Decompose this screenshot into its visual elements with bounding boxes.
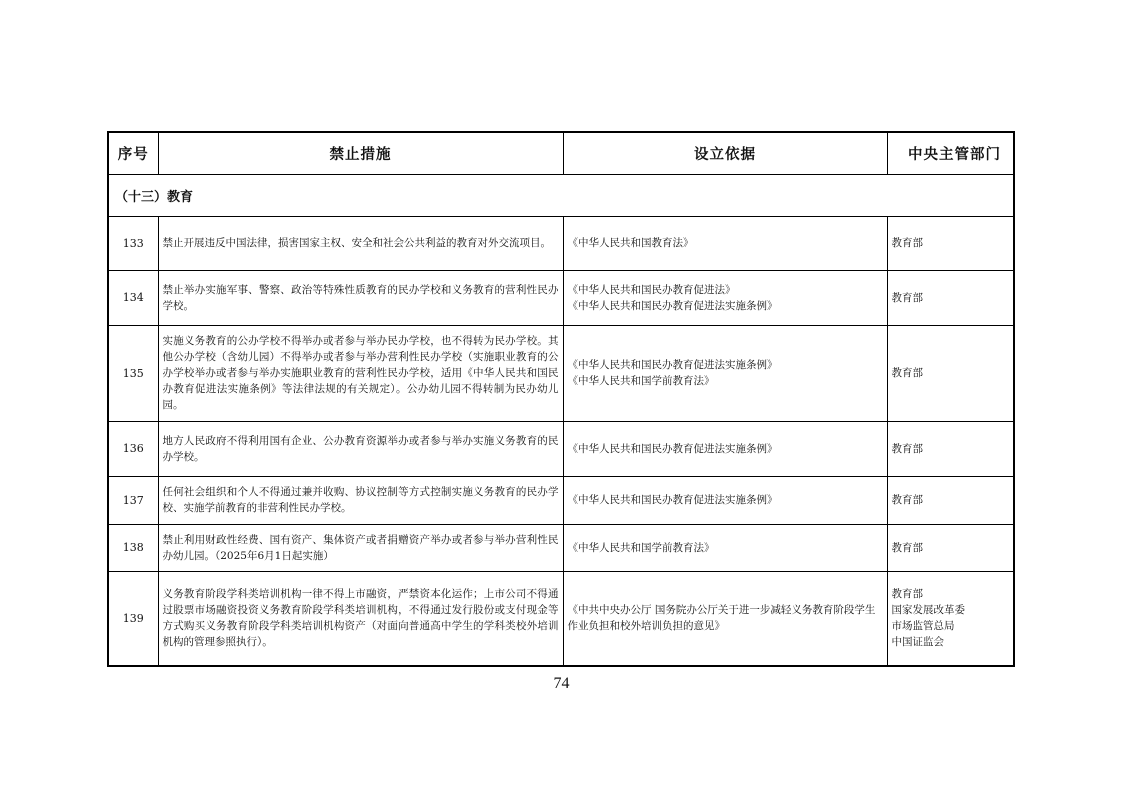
legal-basis-item: 《中华人民共和国民办教育促进法实施条例》 <box>567 494 778 506</box>
header-legal-basis: 设立依据 <box>563 132 887 174</box>
table-row <box>108 524 1014 571</box>
department-item: 教育部 <box>891 588 923 601</box>
row-prohibition-measure: 禁止开展违反中国法律，损害国家主权、安全和社会公共利益的教育对外交流项目。 <box>158 216 563 270</box>
legal-basis-item: 《中华人民共和国民办教育促进法实施条例》 <box>567 442 778 455</box>
row-prohibition-measure: 任何社会组织和个人不得通过兼并收购、协议控制等方式控制实施义务教育的民办学校、实施学前教育的非营利性民办学校。 <box>158 476 563 524</box>
row-serial-number: 133 <box>108 216 158 270</box>
row-central-department <box>887 421 1014 476</box>
row-legal-basis <box>563 270 887 325</box>
department-item: 市场监管总局 <box>891 620 955 633</box>
department-item: 教育部 <box>891 442 923 455</box>
row-legal-basis <box>563 524 887 571</box>
department-item: 中国证监会 <box>891 636 944 649</box>
row-prohibition-measure: 禁止利用财政性经费、国有资产、集体资产或者捐赠资产举办或者参与举办营利性民办幼儿园。（2025年6月1日起实施） <box>158 524 563 571</box>
legal-basis-item: 《中华人民共和国学前教育法》 <box>567 541 715 554</box>
table-body <box>108 174 1014 666</box>
row-central-department <box>887 524 1014 571</box>
table-row <box>108 325 1014 421</box>
row-central-department <box>887 476 1014 524</box>
header-serial-number: 序号 <box>108 132 158 174</box>
row-legal-basis <box>563 325 887 421</box>
header-central-department: 中央主管部门 <box>887 132 1014 174</box>
header-prohibition-measure: 禁止措施 <box>158 132 563 174</box>
row-serial-number: 139 <box>108 571 158 666</box>
page-number: 74 <box>553 675 570 692</box>
row-serial-number: 138 <box>108 524 158 571</box>
legal-basis-item: 《中华人民共和国民办教育促进法实施条例》 <box>567 299 778 312</box>
department-item: 教育部 <box>891 494 923 506</box>
row-legal-basis <box>563 571 887 666</box>
table-row <box>108 476 1014 524</box>
legal-basis-item: 《中共中央办公厅 国务院办公厅关于进一步减轻义务教育阶段学生作业负担和校外培训负担的意见》 <box>567 604 876 633</box>
table-row <box>108 216 1014 270</box>
section-heading-education: （十三）教育 <box>108 174 1014 216</box>
table-row <box>108 571 1014 666</box>
section-heading-row <box>108 174 1014 216</box>
row-serial-number: 134 <box>108 270 158 325</box>
row-central-department <box>887 571 1014 666</box>
department-item: 教育部 <box>891 291 923 304</box>
row-prohibition-measure: 义务教育阶段学科类培训机构一律不得上市融资，严禁资本化运作；上市公司不得通过股票市场融资投资义务教育阶段学科类培训机构，不得通过发行股份或支付现金等方式购买义务教育阶段学科类培训机构资产（对面向普通高中学生的学科类校外培训机构的管理参照执行）。 <box>158 571 563 666</box>
table-header-row <box>108 132 1014 174</box>
row-central-department <box>887 270 1014 325</box>
row-serial-number: 135 <box>108 325 158 421</box>
legal-basis-item: 《中华人民共和国民办教育促进法实施条例》 <box>567 359 778 371</box>
row-legal-basis <box>563 476 887 524</box>
department-item: 国家发展改革委 <box>891 604 965 617</box>
row-serial-number: 136 <box>108 421 158 476</box>
table-row <box>108 270 1014 325</box>
legal-basis-item: 《中华人民共和国学前教育法》 <box>567 375 715 387</box>
row-legal-basis <box>563 421 887 476</box>
legal-basis-item: 《中华人民共和国教育法》 <box>567 237 694 249</box>
row-central-department <box>887 216 1014 270</box>
legal-basis-item: 《中华人民共和国民办教育促进法》 <box>567 283 736 296</box>
row-legal-basis <box>563 216 887 270</box>
row-serial-number: 137 <box>108 476 158 524</box>
department-item: 教育部 <box>891 541 923 554</box>
table-row <box>108 421 1014 476</box>
prohibition-measures-table <box>107 131 1015 667</box>
department-item: 教育部 <box>891 367 923 379</box>
department-item: 教育部 <box>891 237 923 249</box>
row-prohibition-measure: 地方人民政府不得利用国有企业、公办教育资源举办或者参与举办实施义务教育的民办学校。 <box>158 421 563 476</box>
row-prohibition-measure: 禁止举办实施军事、警察、政治等特殊性质教育的民办学校和义务教育的营利性民办学校。 <box>158 270 563 325</box>
row-central-department <box>887 325 1014 421</box>
row-prohibition-measure: 实施义务教育的公办学校不得举办或者参与举办民办学校，也不得转为民办学校。其他公办学校（含幼儿园）不得举办或者参与举办营利性民办学校（实施职业教育的公办学校举办或者参与举办实施职业教育的营利性民办学校，适用《中华人民共和国民办教育促进法实施条例》等法律法规的有关规定）。公办幼儿园不得转制为民办幼儿园。 <box>158 325 563 421</box>
